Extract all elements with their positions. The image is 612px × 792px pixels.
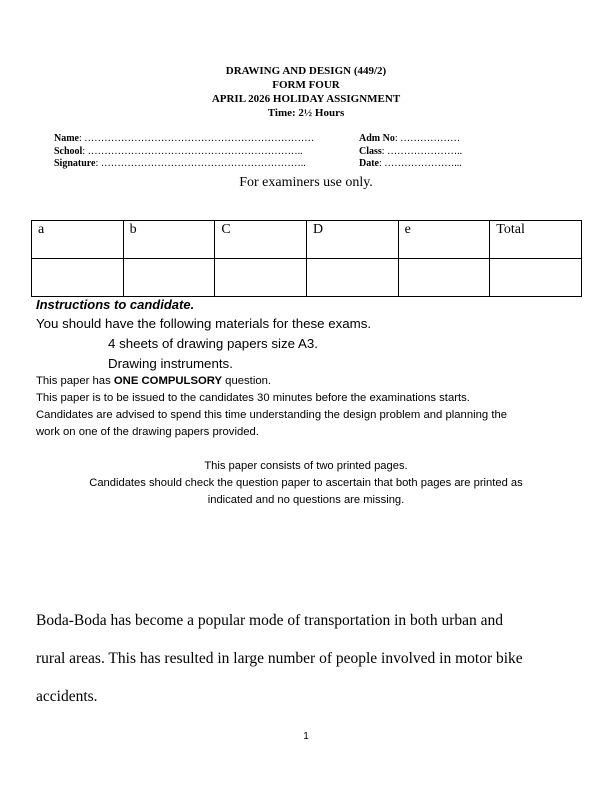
marks-header-cell: C <box>215 221 307 259</box>
marks-score-row <box>32 259 582 297</box>
pages-notice-line3: indicated and no questions are missing. <box>207 494 405 506</box>
score-cell-a[interactable] <box>32 259 124 297</box>
marks-table <box>31 220 582 297</box>
compulsory-note <box>36 375 271 387</box>
score-cell-c[interactable] <box>215 259 307 297</box>
date-label: Date <box>359 158 379 169</box>
score-cell-d[interactable] <box>306 259 398 297</box>
adm-no-dots: : ……………… <box>394 133 461 144</box>
assignment-title: APRIL 2026 HOLIDAY ASSIGNMENT <box>211 93 401 105</box>
date-dots: : …………………... <box>379 158 462 169</box>
score-cell-total[interactable] <box>490 259 582 297</box>
compulsory-note-bold: ONE COMPULSORY <box>113 375 223 387</box>
signature-field[interactable] <box>54 158 306 171</box>
score-cell-b[interactable] <box>123 259 215 297</box>
signature-dots: : …………………………………………………….. <box>95 158 306 169</box>
compulsory-note-pre: This paper has <box>36 375 114 387</box>
class-dots: : ………………….. <box>381 145 463 157</box>
marks-header-cell: e <box>398 221 490 259</box>
school-field[interactable] <box>54 146 303 159</box>
compulsory-note-post: question. <box>222 375 272 387</box>
question-text-line1: Boda-Boda has become a popular mode of transportation in both urban and <box>36 612 504 629</box>
pages-notice-line2: Candidates should check the question paper to ascertain that both pages are printed as <box>89 477 523 489</box>
material-item: Drawing instruments. <box>108 356 233 371</box>
instructions-title: Instructions to candidate. <box>36 297 195 312</box>
marks-header-cell: b <box>123 221 215 259</box>
adm-no-field[interactable] <box>359 133 460 146</box>
score-cell-e[interactable] <box>398 259 490 297</box>
material-item: 4 sheets of drawing papers size A3. <box>108 336 318 351</box>
question-text-line2: rural areas. This has resulted in large number of people involved in motor bike <box>36 650 523 667</box>
marks-header-cell: D <box>306 221 398 259</box>
advice-instruction-line1: Candidates are advised to spend this time understanding the design problem and planning the <box>36 409 508 421</box>
exam-header <box>0 64 612 120</box>
name-label: Name <box>54 133 79 144</box>
date-field[interactable] <box>359 158 462 171</box>
school-dots: : ……………………………………………………….. <box>82 145 303 157</box>
advice-instruction-line2: work on one of the drawing papers provided. <box>36 426 259 438</box>
marks-header-row <box>32 221 582 259</box>
marks-header-cell: Total <box>490 221 582 259</box>
form-level: FORM FOUR <box>272 79 340 91</box>
subject-title: DRAWING AND DESIGN (449/2) <box>225 65 387 77</box>
name-field[interactable] <box>54 133 314 146</box>
marks-header-cell: a <box>32 221 124 259</box>
issue-instruction: This paper is to be issued to the candidates 30 minutes before the examinations starts. <box>36 392 470 404</box>
class-label: Class <box>359 145 382 157</box>
signature-label: Signature <box>54 158 96 169</box>
time-allowed: Time: 2½ Hours <box>267 107 345 119</box>
materials-intro: You should have the following materials for these exams. <box>36 316 372 331</box>
question-text-line3: accidents. <box>36 688 98 705</box>
adm-no-label: Adm No <box>359 133 395 144</box>
pages-notice-line1: This paper consists of two printed pages. <box>204 460 408 472</box>
class-field[interactable] <box>359 146 462 159</box>
name-dots: : …………………………………………………………… <box>79 133 315 144</box>
page-number: 1 <box>303 731 309 742</box>
school-label: School <box>54 145 83 157</box>
examiners-note: For examiners use only. <box>239 175 373 190</box>
